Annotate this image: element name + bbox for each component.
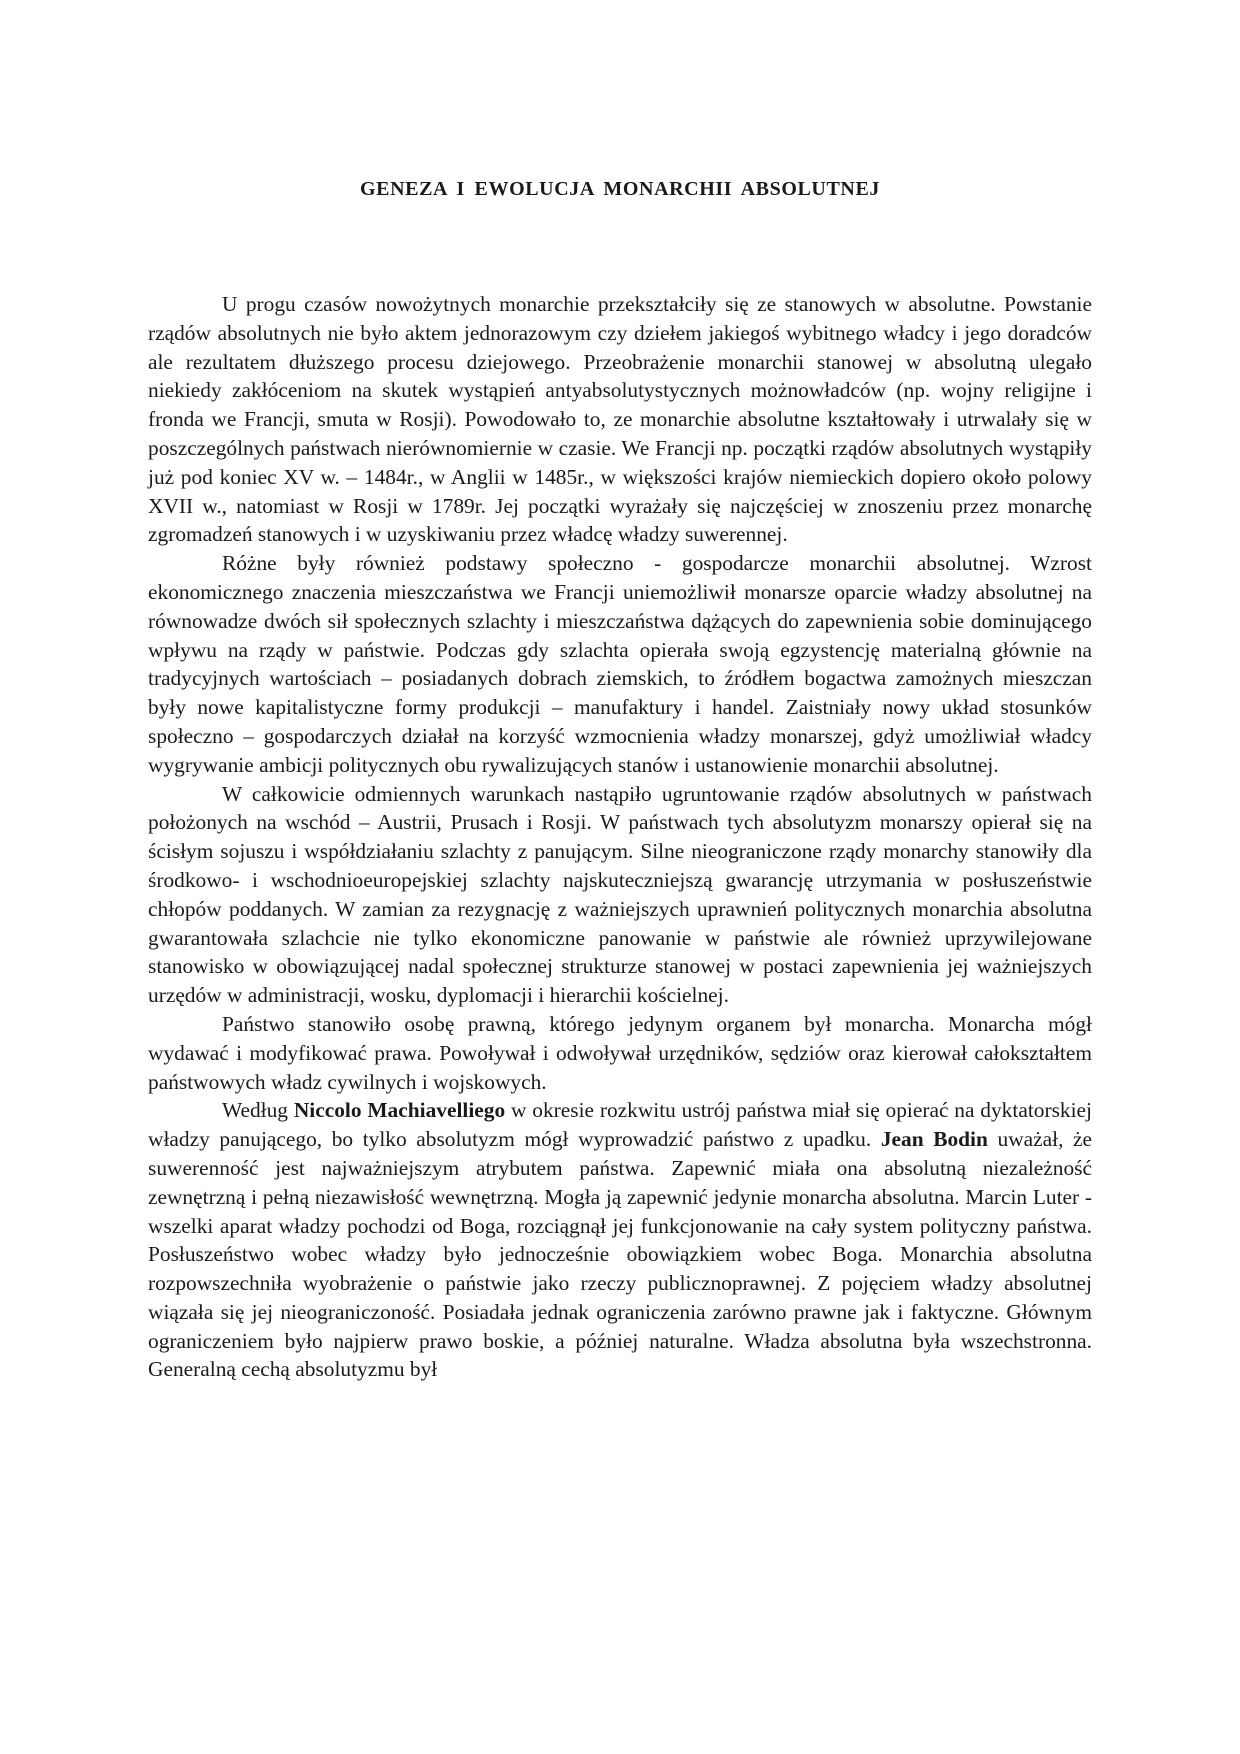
document-body xyxy=(148,290,1092,1384)
paragraph-5-rest: uważał, że suwerenność jest najważniejszym atrybutem państwa. Zapewnić miała ona absolutną niezależność zewnętrzną i pełną niezawisłość wewnętrzną. Mogła ją zapewnić jedynie monarcha absolutna. Marcin Luter - wszelki aparat władzy pochodzi od Boga, rozciągnął jej funkcjonowanie na cały system polityczny państwa. Posłuszeństwo wobec władzy było jednocześnie obowiązkiem wobec Boga. Monarchia absolutna rozpowszechniła wyobrażenie o państwie jako rzeczy publicznoprawnej. Z pojęciem władzy absolutnej wiązała się jej nieograniczoność. Posiadała jednak ograniczenia zarówno prawne jak i faktyczne. Głównym ograniczeniem było najpierw prawo boskie, a później naturalne. Władza absolutna była wszechstronna. Generalną cechą absolutyzmu był xyxy=(148,1127,1093,1382)
paragraph-4: Państwo stanowiło osobę prawną, którego jedynym organem był monarcha. Monarcha mógł wydawać i modyfikować prawa. Powoływał i odwoływał urzędników, sędziów oraz kierował całokształtem państwowych władz cywilnych i wojskowych. xyxy=(148,1011,1092,1094)
document-title: GENEZA I EWOLUCJA MONARCHII ABSOLUTNEJ xyxy=(359,178,880,200)
paragraph-3: W całkowicie odmiennych warunkach nastąpiło ugruntowanie rządów absolutnych w państwach położonych na wschód – Austrii, Prusach i Rosji. W państwach tych absolutyzm monarszy opierał się na ścisłym sojuszu i współdziałaniu szlachty z panującym. Silne nieograniczone rządy monarchy stanowiły dla środkowo- i wschodnioeuropejskiej szlachty najskuteczniejszą gwarancję utrzymania w posłuszeństwie chłopów poddanych. W zamian za rezygnację z ważniejszych uprawnień politycznych monarchia absolutna gwarantowała szlachcie nie tylko ekonomiczne panowanie w państwie ale również uprzywilejowane stanowisko w obowiązującej nadal społecznej strukturze stanowej w postaci zapewnienia jej ważniejszych urzędów w administracji, wosku, dyplomacji i hierarchii kościelnej. xyxy=(148,781,1092,1008)
name-bodin: Jean Bodin xyxy=(880,1127,988,1152)
paragraph-5 xyxy=(148,1096,1092,1384)
paragraph-1: U progu czasów nowożytnych monarchie przekształciły się ze stanowych w absolutne. Powstanie rządów absolutnych nie było aktem jednorazowym czy dziełem jakiegoś wybitnego władcy i jego doradców ale rezultatem dłuższego procesu dziejowego. Przeobrażenie monarchii stanowej w absolutną ulegało niekiedy zakłóceniom na skutek wystąpień antyabsolutystycznych możnowładców (np. wojny religijne i fronda we Francji, smuta w Rosji). Powodowało to, ze monarchie absolutne kształtowały i utrwalały się w poszczególnych państwach nierównomiernie w czasie. We Francji np. początki rządów absolutnych wystąpiły już pod koniec XV w. – 1484r., w Anglii w 1485r., w większości krajów niemieckich dopiero około polowy XVII w., natomiast w Rosji w 1789r. Jej początki wyrażały się najczęściej w znoszeniu przez monarchę zgromadzeń stanowych i w uzyskiwaniu przez władcę władzy suwerennej. xyxy=(148,292,1092,547)
paragraph-5-middle: w okresie rozkwitu ustrój państwa miał się opierać na dyktatorskiej władzy panującego, bo tylko absolutyzm mógł wyprowadzić państwo z upadku. xyxy=(148,1098,1092,1152)
name-machiavelli: Niccolo Machiavelliego xyxy=(293,1098,506,1123)
paragraph-5-intro: Według xyxy=(222,1098,294,1123)
paragraph-2: Różne były również podstawy społeczno - gospodarcze monarchii absolutnej. Wzrost ekonomicznego znaczenia mieszczaństwa we Francji uniemożliwił monarsze oparcie władzy absolutnej na równowadze dwóch sił społecznych szlachty i mieszczaństwa dążących do zapewnienia sobie dominującego wpływu na rządy w państwie. Podczas gdy szlachta opierała swoją egzystencję materialną głównie na tradycyjnych wartościach – posiadanych dobrach ziemskich, to źródłem bogactwa zamożnych mieszczan były nowe kapitalistyczne formy produkcji – manufaktury i handel. Zaistniały nowy układ stosunków społeczno – gospodarczych działał na korzyść wzmocnienia władzy monarszej, gdyż umożliwiał władcy wygrywanie ambicji politycznych obu rywalizujących stanów i ustanowienie monarchii absolutnej. xyxy=(148,551,1092,777)
